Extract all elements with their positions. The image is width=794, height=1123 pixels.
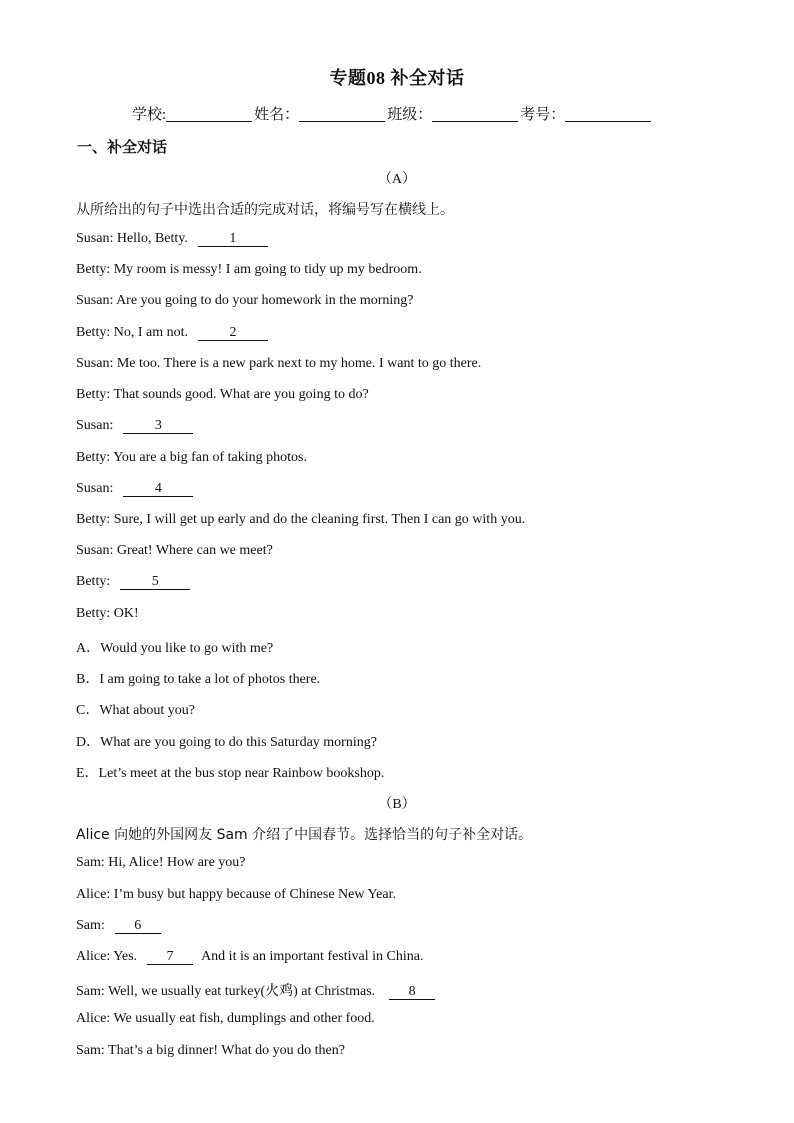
dialogue-line: Betty: 5 [76,574,190,590]
dialogue-line: Betty: OK! [76,606,139,621]
name-label: 姓名： [254,107,300,123]
answer-blank-3[interactable]: 3 [123,419,193,434]
part-a-label: （A） [377,172,417,187]
section-heading: 一、补全对话 [77,140,168,156]
part-a-instruction: 从所给出的句子中选出合适的完成对话，将编号写在横线上。 [76,202,454,218]
dialogue-line: Betty: You are a big fan of taking photos. [76,450,307,465]
page-title: 专题08 补全对话 [329,68,465,88]
dialogue-line: Sam: 6 [76,918,161,934]
answer-blank-5[interactable]: 5 [120,575,190,590]
answer-blank-4[interactable]: 4 [123,482,193,497]
name-blank[interactable] [299,105,385,122]
dialogue-line: Betty: Sure, I will get up early and do the cleaning first. Then I can go with you. [76,512,526,527]
answer-blank-7[interactable]: 7 [147,950,193,965]
school-label: 学校: [132,107,167,123]
dialogue-line: Sam: That’s a big dinner! What do you do then? [76,1043,345,1058]
dialogue-line: Susan: 4 [76,481,193,497]
part-b-instruction: Alice 向她的外国网友 Sam 介绍了中国春节。选择恰当的句子补全对话。 [76,827,533,843]
dialogue-line: Sam: Hi, Alice! How are you? [76,855,246,870]
dialogue-line: Alice: I’m busy but happy because of Chinese New Year. [76,887,396,902]
class-blank[interactable] [432,105,518,122]
option-c: C．What about you? [76,703,195,718]
dialogue-line: Susan: Hello, Betty. 1 [76,231,268,247]
answer-blank-8[interactable]: 8 [389,985,435,1000]
dialogue-line: Alice: We usually eat fish, dumplings and other food. [76,1011,375,1026]
dialogue-line: Betty: My room is messy! I am going to tidy up my bedroom. [76,262,422,277]
dialogue-line: Alice: Yes. 7 And it is an important festival in China. [76,949,424,964]
option-b: B．I am going to take a lot of photos there. [76,672,321,687]
dialogue-line: Susan: Me too. There is a new park next to my home. I want to go there. [76,356,482,371]
part-b-label: （B） [378,797,416,812]
option-d: D．What are you going to do this Saturday morning? [76,735,377,750]
class-label: 班级： [387,107,433,123]
dialogue-line: Sam: Well, we usually eat turkey(火鸡) at Christmas. 8 [76,980,435,1000]
exam-no-blank[interactable] [565,105,651,122]
option-a: A．Would you like to go with me? [76,641,274,656]
answer-blank-2[interactable]: 2 [198,326,268,341]
dialogue-line: Betty: That sounds good. What are you going to do? [76,387,369,402]
dialogue-line: Susan: 3 [76,418,193,434]
exam-no-label: 考号： [520,107,566,123]
dialogue-line: Betty: No, I am not. 2 [76,325,268,341]
option-e: E．Let’s meet at the bus stop near Rainbow bookshop. [76,766,385,781]
answer-blank-6[interactable]: 6 [115,919,161,934]
student-info-row [132,103,653,124]
school-blank[interactable] [166,105,252,122]
answer-blank-1[interactable]: 1 [198,232,268,247]
dialogue-line: Susan: Great! Where can we meet? [76,543,273,558]
dialogue-line: Susan: Are you going to do your homework in the morning? [76,293,414,308]
